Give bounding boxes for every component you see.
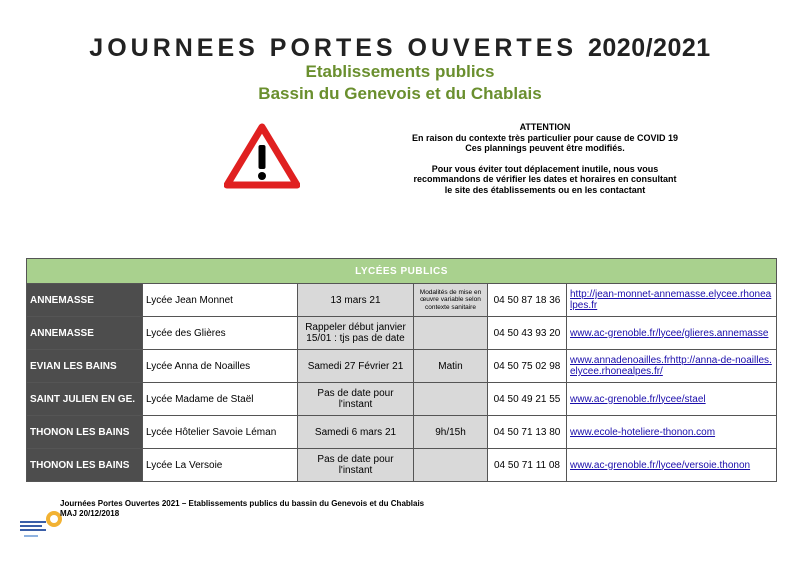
modality-cell: Modalités de mise en œuvre variable selon contexte sanitaire bbox=[414, 284, 488, 317]
date-cell: 13 mars 21 bbox=[298, 284, 414, 317]
date-cell: Samedi 6 mars 21 bbox=[298, 416, 414, 449]
phone-cell: 04 50 87 18 36 bbox=[488, 284, 567, 317]
attention-line: recommandons de vérifier les dates et horaires en consultant bbox=[413, 174, 677, 184]
subtitle-establishments: Etablissements publics bbox=[305, 62, 495, 81]
table-row bbox=[27, 317, 777, 350]
attention-heading: ATTENTION bbox=[519, 122, 571, 132]
phone-cell: 04 50 71 13 80 bbox=[488, 416, 567, 449]
date-cell: Pas de date pour l'instant bbox=[298, 383, 414, 416]
school-name-cell: Lycée Hôtelier Savoie Léman bbox=[143, 416, 298, 449]
modality-cell bbox=[414, 317, 488, 350]
school-name-cell: Lycée des Glières bbox=[143, 317, 298, 350]
website-link[interactable]: www.ac-grenoble.fr/lycee/glieres.annemasse bbox=[567, 317, 777, 350]
logo-icon bbox=[18, 509, 64, 543]
school-name-cell: Lycée La Versoie bbox=[143, 449, 298, 482]
table-row bbox=[27, 284, 777, 317]
date-cell: Pas de date pour l'instant bbox=[298, 449, 414, 482]
phone-cell: 04 50 49 21 55 bbox=[488, 383, 567, 416]
date-cell: Samedi 27 Février 21 bbox=[298, 350, 414, 383]
attention-notice bbox=[370, 122, 720, 195]
modality-cell: Matin bbox=[414, 350, 488, 383]
title-year: 2020/2021 bbox=[588, 34, 711, 62]
city-cell: ANNEMASSE bbox=[27, 317, 143, 350]
modality-cell bbox=[414, 383, 488, 416]
date-cell: Rappeler début janvier 15/01 : tjs pas de date bbox=[298, 317, 414, 350]
school-name-cell: Lycée Madame de Staël bbox=[143, 383, 298, 416]
website-link[interactable]: http://jean-monnet-annemasse.elycee.rhonealpes.fr bbox=[567, 284, 777, 317]
school-name-cell: Lycée Anna de Noailles bbox=[143, 350, 298, 383]
warning-triangle-icon bbox=[224, 123, 300, 189]
attention-line: le site des établissements ou en les contactant bbox=[444, 184, 646, 195]
city-cell: ANNEMASSE bbox=[27, 284, 143, 317]
city-cell: SAINT JULIEN EN GE. bbox=[27, 383, 143, 416]
modality-cell: 9h/15h bbox=[414, 416, 488, 449]
footer-date: MAJ 20/12/2018 bbox=[60, 509, 120, 518]
modality-cell bbox=[414, 449, 488, 482]
city-cell: THONON LES BAINS bbox=[27, 449, 143, 482]
table-banner-row bbox=[27, 259, 777, 284]
phone-cell: 04 50 75 02 98 bbox=[488, 350, 567, 383]
attention-line: En raison du contexte très particulier pour cause de COVID 19 bbox=[411, 132, 679, 143]
footer-line: Journées Portes Ouvertes 2021 – Etablissements publics du bassin du Genevois et du Chablais bbox=[60, 499, 425, 508]
table-row bbox=[27, 449, 777, 482]
phone-cell: 04 50 71 11 08 bbox=[488, 449, 567, 482]
footer bbox=[60, 499, 424, 519]
school-name-cell: Lycée Jean Monnet bbox=[143, 284, 298, 317]
lycees-table bbox=[26, 258, 777, 482]
website-link[interactable]: www.ac-grenoble.fr/lycee/stael bbox=[567, 383, 777, 416]
phone-cell: 04 50 43 93 20 bbox=[488, 317, 567, 350]
attention-line: Ces plannings peuvent être modifiés. bbox=[465, 143, 625, 153]
table-row bbox=[27, 350, 777, 383]
subtitle-basin: Bassin du Genevois et du Chablais bbox=[258, 84, 542, 103]
city-cell: EVIAN LES BAINS bbox=[27, 350, 143, 383]
attention-line: Pour vous éviter tout déplacement inutile, nous vous bbox=[431, 163, 659, 174]
title-main: JOURNEES PORTES OUVERTES bbox=[89, 34, 578, 62]
table-row bbox=[27, 416, 777, 449]
table-banner: LYCÉES PUBLICS bbox=[27, 259, 777, 284]
table-row bbox=[27, 383, 777, 416]
website-link[interactable]: www.ac-grenoble.fr/lycee/versoie.thonon bbox=[567, 449, 777, 482]
website-link[interactable]: www.annadenoailles.frhttp://anna-de-noailles.elycee.rhonealpes.fr/ bbox=[567, 350, 777, 383]
page-title bbox=[0, 34, 800, 63]
city-cell: THONON LES BAINS bbox=[27, 416, 143, 449]
website-link[interactable]: www.ecole-hoteliere-thonon.com bbox=[567, 416, 777, 449]
